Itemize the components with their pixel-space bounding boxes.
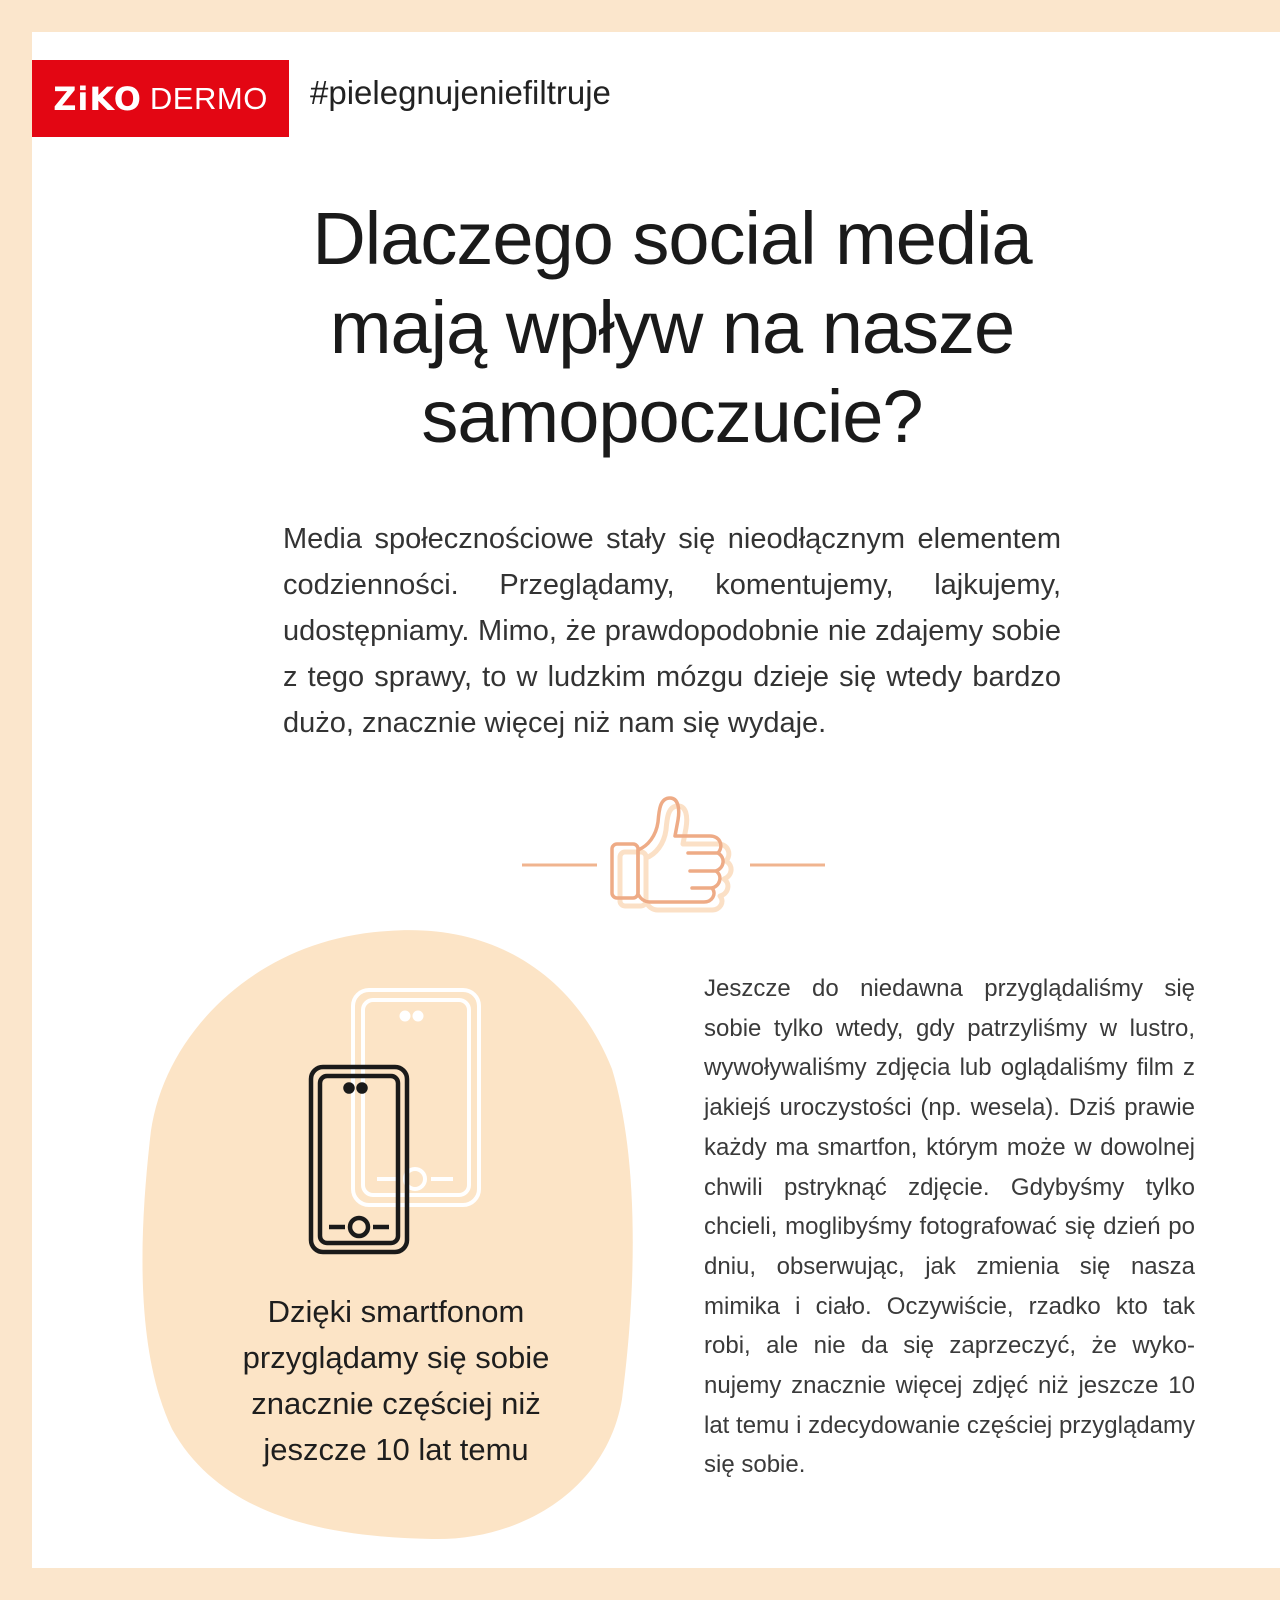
article-title: Dlaczego social media mają wpływ na nasze samopoczucie?: [312, 197, 1032, 458]
brand-logo-sub: DERMO: [149, 80, 268, 116]
brand-logo-main: ZiKO: [53, 79, 142, 118]
smartphone-outline-front: [311, 1067, 407, 1252]
smartphone-icon: [307, 987, 497, 1262]
thumbs-up-divider: [520, 790, 830, 920]
article-intro: Media społecznościowe stały się nieodłącznym elementem codzienności. Przeglądamy, komentujemy, lajkujemy, udostępniamy. Mimo, że prawdopodobnie nie zdajemy sobie z tego sprawy, to w ludzkim mózgu dzieje się wtedy bardzo dużo, znacznie więcej niż nam się wydaje.: [283, 523, 1061, 739]
callout-text: Dzięki smartfonom przyglądamy się sobie znacznie częściej niż jeszcze 10 lat temu: [242, 1294, 550, 1467]
campaign-hashtag: #pielegnujeniefiltruje: [310, 74, 611, 111]
smartphone-outline-back: [353, 990, 479, 1205]
brand-logo: [32, 60, 289, 137]
thumbs-up-icon: [612, 798, 731, 910]
article-body: Jeszcze do niedawna przyglądaliśmy się sobie tylko wtedy, gdy patrzyliśmy w lustro, wywoływaliśmy zdjęcia lub oglądaliśmy film z jakiejś uroczystości (np. wesela). Dziś prawie każdy ma smartfon, którym może w dowolnej chwili pstryknąć zdjęcie. Gdybyśmy tylko chcieli, moglibyśmy fotografować się dzień po dniu, obserwując, jak zmienia się nasza mimika i ciało. Oczywiście, rzadko kto tak robi, ale nie da się zaprzeczyć, że wykonujemy znacznie więcej zdjęć niż jeszcze 10 lat temu i zdecydowanie częściej przyglądamy się sobie.: [704, 975, 1195, 1479]
page: [32, 32, 1280, 1568]
